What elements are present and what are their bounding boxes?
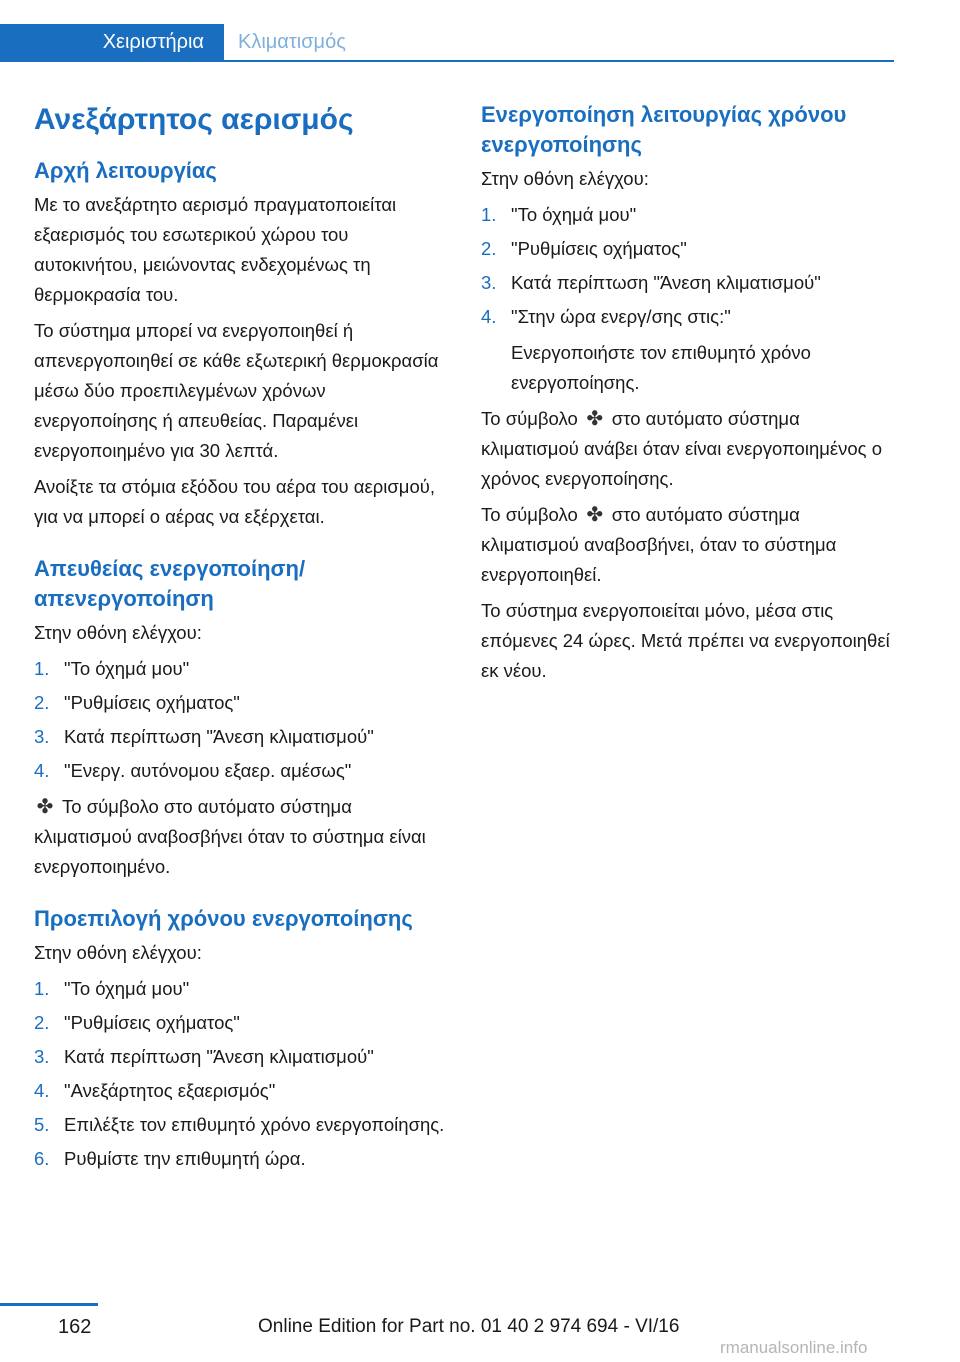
list-item bbox=[34, 974, 454, 1004]
list-item bbox=[34, 756, 454, 786]
left-column bbox=[34, 100, 454, 1180]
step-text: Κατά περίπτωση "Άνεση κλιματισμού" bbox=[511, 272, 821, 293]
step-text: "Το όχημά μου" bbox=[64, 978, 190, 999]
step-text: Κατά περίπτωση "Άνεση κλιματισμού" bbox=[64, 726, 374, 747]
symbol-flash-text: στο αυτόματο σύστημα κλιματισμού αναβοσβήνει, όταν το σύστημα ενεργοποιηθεί. bbox=[481, 504, 837, 585]
step-number: 1. bbox=[34, 978, 50, 999]
step-text: "Ρυθμίσεις οχήματος" bbox=[511, 238, 687, 259]
section-tab-climate[interactable]: Κλιματισμός bbox=[238, 30, 346, 53]
step-number: 2. bbox=[34, 1012, 50, 1033]
step-number: 4. bbox=[34, 1080, 50, 1101]
symbol-flash-lead: Το σύμβολο bbox=[481, 504, 578, 525]
heading-direct: Απευθείας ενεργοποίηση/απενεργοποίηση bbox=[34, 556, 306, 611]
heading-principle: Αρχή λειτουργίας bbox=[34, 158, 217, 183]
header-divider bbox=[0, 60, 894, 62]
paragraph-principle-1: Με το ανεξάρτητο αερισμό πραγματοποιείται εξαερισμός του εσωτερικού χώρου του αυτοκινήτου, μειώνοντας ενδεχομένως τη θερμοκρασία του. bbox=[34, 194, 397, 305]
step-number: 2. bbox=[481, 238, 497, 259]
list-item bbox=[34, 722, 454, 752]
preset-intro: Στην οθόνη ελέγχου: bbox=[34, 942, 202, 963]
step-text: "Το όχημά μου" bbox=[511, 204, 637, 225]
step-4-subtext: Ενεργοποιήστε τον επιθυμητό χρόνο ενεργοποίησης. bbox=[511, 342, 811, 393]
step-text: "Ρυθμίσεις οχήματος" bbox=[64, 1012, 240, 1033]
step-number: 3. bbox=[34, 726, 50, 747]
symbol-lit-lead: Το σύμβολο bbox=[481, 408, 578, 429]
step-number: 1. bbox=[481, 204, 497, 225]
paragraph-symbol-flash bbox=[481, 500, 901, 590]
direct-note bbox=[34, 792, 454, 882]
heading-preset: Προεπιλογή χρόνου ενεργοποίησης bbox=[34, 906, 413, 931]
activate-intro: Στην οθόνη ελέγχου: bbox=[481, 168, 649, 189]
list-item bbox=[34, 1008, 454, 1038]
fan-icon: ✤ bbox=[586, 504, 604, 526]
list-item bbox=[34, 1042, 454, 1072]
step-number: 4. bbox=[34, 760, 50, 781]
step-text: Επιλέξτε τον επιθυμητό χρόνο ενεργοποίησης. bbox=[64, 1114, 445, 1135]
section-tab-controls[interactable]: Χειριστήρια bbox=[0, 24, 224, 60]
step-text: "Στην ώρα ενεργ/σης στις:" bbox=[511, 306, 731, 327]
preset-steps-list bbox=[34, 974, 454, 1174]
paragraph-principle-2: Το σύστημα μπορεί να ενεργοποιηθεί ή απενεργοποιηθεί σε κάθε εξωτερική θερμοκρασία μέσω δύο προεπιλεγμένων χρόνων ενεργοποίησης ή απευθείας. Παραμένει ενεργοποιημένο για 30 λεπτά. bbox=[34, 320, 439, 461]
page-title: Ανεξάρτητος αερισμός bbox=[34, 103, 354, 136]
fan-icon: ✤ bbox=[586, 408, 604, 430]
heading-activate: Ενεργοποίηση λειτουργίας χρόνου ενεργοποίησης bbox=[481, 102, 847, 157]
list-item bbox=[34, 1110, 454, 1140]
list-item bbox=[34, 1076, 454, 1106]
step-number: 2. bbox=[34, 692, 50, 713]
paragraph-24h: Το σύστημα ενεργοποιείται μόνο, μέσα στις επόμενες 24 ώρες. Μετά πρέπει να ενεργοποιηθεί εκ νέου. bbox=[481, 600, 890, 681]
watermark: rmanualsonline.info bbox=[720, 1338, 868, 1357]
list-item bbox=[481, 234, 901, 264]
list-item bbox=[34, 654, 454, 684]
step-text: "Το όχημά μου" bbox=[64, 658, 190, 679]
activate-steps-list bbox=[481, 200, 901, 332]
step-number: 5. bbox=[34, 1114, 50, 1135]
direct-steps-list bbox=[34, 654, 454, 786]
list-item bbox=[481, 302, 901, 332]
step-text: "Ρυθμίσεις οχήματος" bbox=[64, 692, 240, 713]
edition-text: Online Edition for Part no. 01 40 2 974 694 - VI/16 bbox=[258, 1316, 680, 1337]
page-number: 162 bbox=[58, 1316, 92, 1338]
step-text: Κατά περίπτωση "Άνεση κλιματισμού" bbox=[64, 1046, 374, 1067]
right-column bbox=[481, 100, 901, 692]
step-number: 3. bbox=[34, 1046, 50, 1067]
direct-note-text: Το σύμβολο στο αυτόματο σύστημα κλιματισμού αναβοσβήνει όταν το σύστημα είναι ενεργοποιημένο. bbox=[34, 796, 426, 877]
direct-intro: Στην οθόνη ελέγχου: bbox=[34, 622, 202, 643]
symbol-lit-text: στο αυτόματο σύστημα κλιματισμού ανάβει όταν είναι ενεργοποιημένος ο χρόνος ενεργοποίησης. bbox=[481, 408, 883, 489]
step-text: "Ενεργ. αυτόνομου εξαερ. αμέσως" bbox=[64, 760, 352, 781]
list-item bbox=[481, 268, 901, 298]
footer-divider bbox=[0, 1303, 98, 1306]
step-number: 1. bbox=[34, 658, 50, 679]
list-item bbox=[34, 1144, 454, 1174]
step-number: 6. bbox=[34, 1148, 50, 1169]
paragraph-principle-3: Ανοίξτε τα στόμια εξόδου του αέρα του αερισμού, για να μπορεί ο αέρας να εξέρχεται. bbox=[34, 476, 435, 527]
list-item bbox=[481, 200, 901, 230]
step-number: 3. bbox=[481, 272, 497, 293]
list-item bbox=[34, 688, 454, 718]
fan-icon: ✤ bbox=[36, 796, 54, 818]
page-header bbox=[0, 0, 960, 62]
step-text: Ρυθμίστε την επιθυμητή ώρα. bbox=[64, 1148, 306, 1169]
step-number: 4. bbox=[481, 306, 497, 327]
paragraph-symbol-lit bbox=[481, 404, 901, 494]
step-text: "Ανεξάρτητος εξαερισμός" bbox=[64, 1080, 276, 1101]
